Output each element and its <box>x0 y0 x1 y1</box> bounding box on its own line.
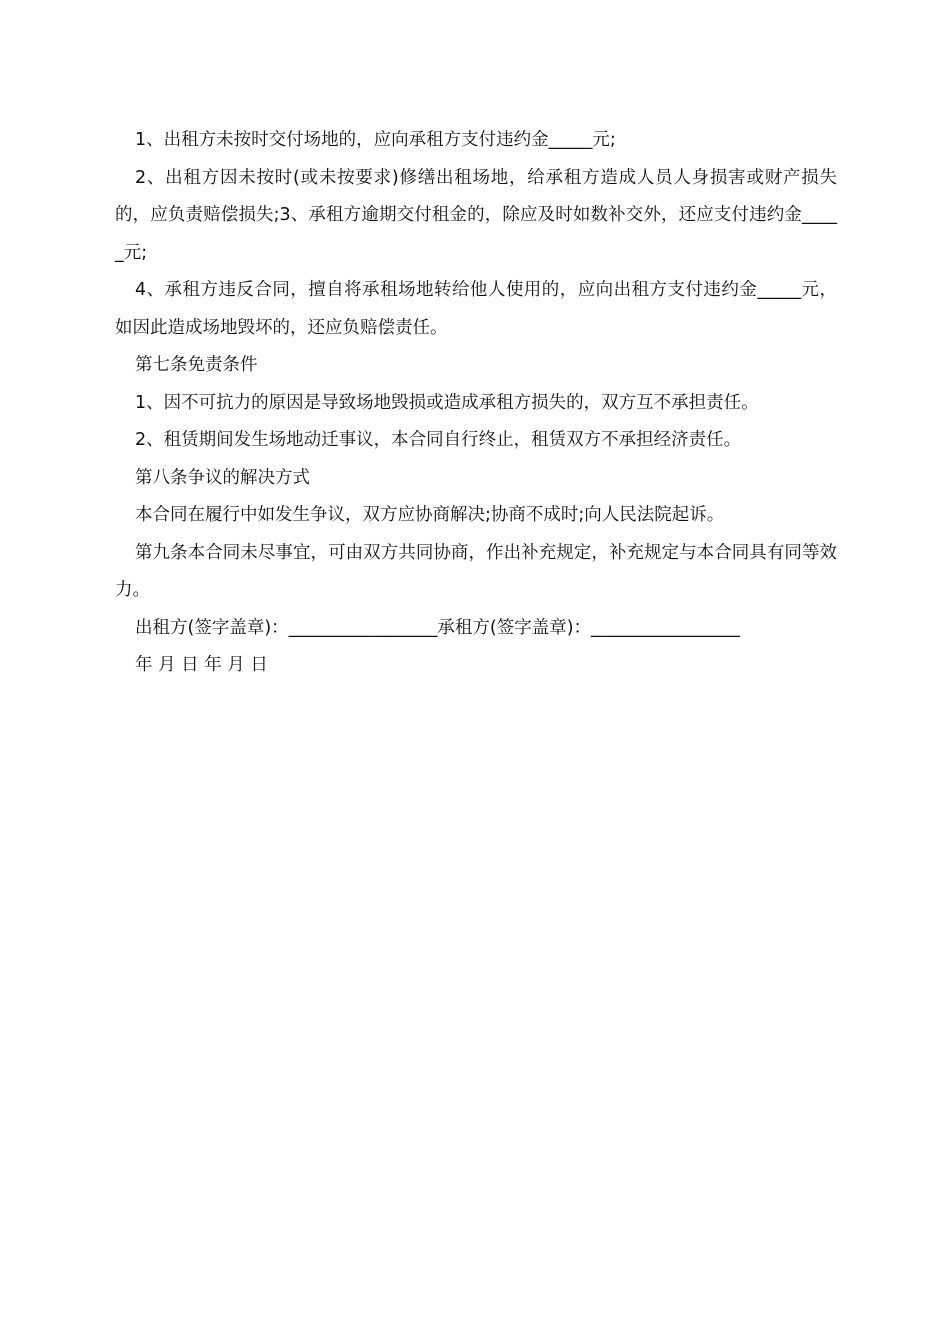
clause-force-majeure: 1、因不可抗力的原因是导致场地毁损或造成承租方损失的，双方互不承担责任。 <box>135 392 759 413</box>
date-line: 年 月 日 年 月 日 <box>135 655 268 675</box>
clause-lessor-late-delivery: 1、出租方未按时交付场地的，应向承租方支付违约金_____元; <box>135 130 616 150</box>
article-8-heading: 第八条争议的解决方式 <box>135 467 310 488</box>
clause-dispute-resolution: 本合同在履行中如发生争议，双方应协商解决;协商不成时;向人民法院起诉。 <box>135 505 725 525</box>
article-9-text: 第九条本合同未尽事宜，可由双方共同协商，作出补充规定，补充规定与本合同具有同等效力。 <box>115 542 837 600</box>
clause-lessor-repair-liability: 2、出租方因未按时(或未按要求)修缮出租场地，给承租方造成人员人身损害或财产损失的，应负责赔偿损失;3、承租方逾期交付租金的，除应及时如数补交外，还应支付违约金_____元; <box>115 167 837 263</box>
contract-body <box>115 122 837 685</box>
clause-lessee-sublease: 4、承租方违反合同，擅自将承租场地转给他人使用的，应向出租方支付违约金_____元，如因此造成场地毁坏的，还应负赔偿责任。 <box>115 280 837 338</box>
article-7-heading: 第七条免责条件 <box>135 355 258 375</box>
clause-relocation: 2、租赁期间发生场地动迁事议，本合同自行终止，租赁双方不承担经济责任。 <box>135 430 742 450</box>
signature-line: 出租方(签字盖章)：_________________承租方(签字盖章)：_________________ <box>135 617 740 638</box>
